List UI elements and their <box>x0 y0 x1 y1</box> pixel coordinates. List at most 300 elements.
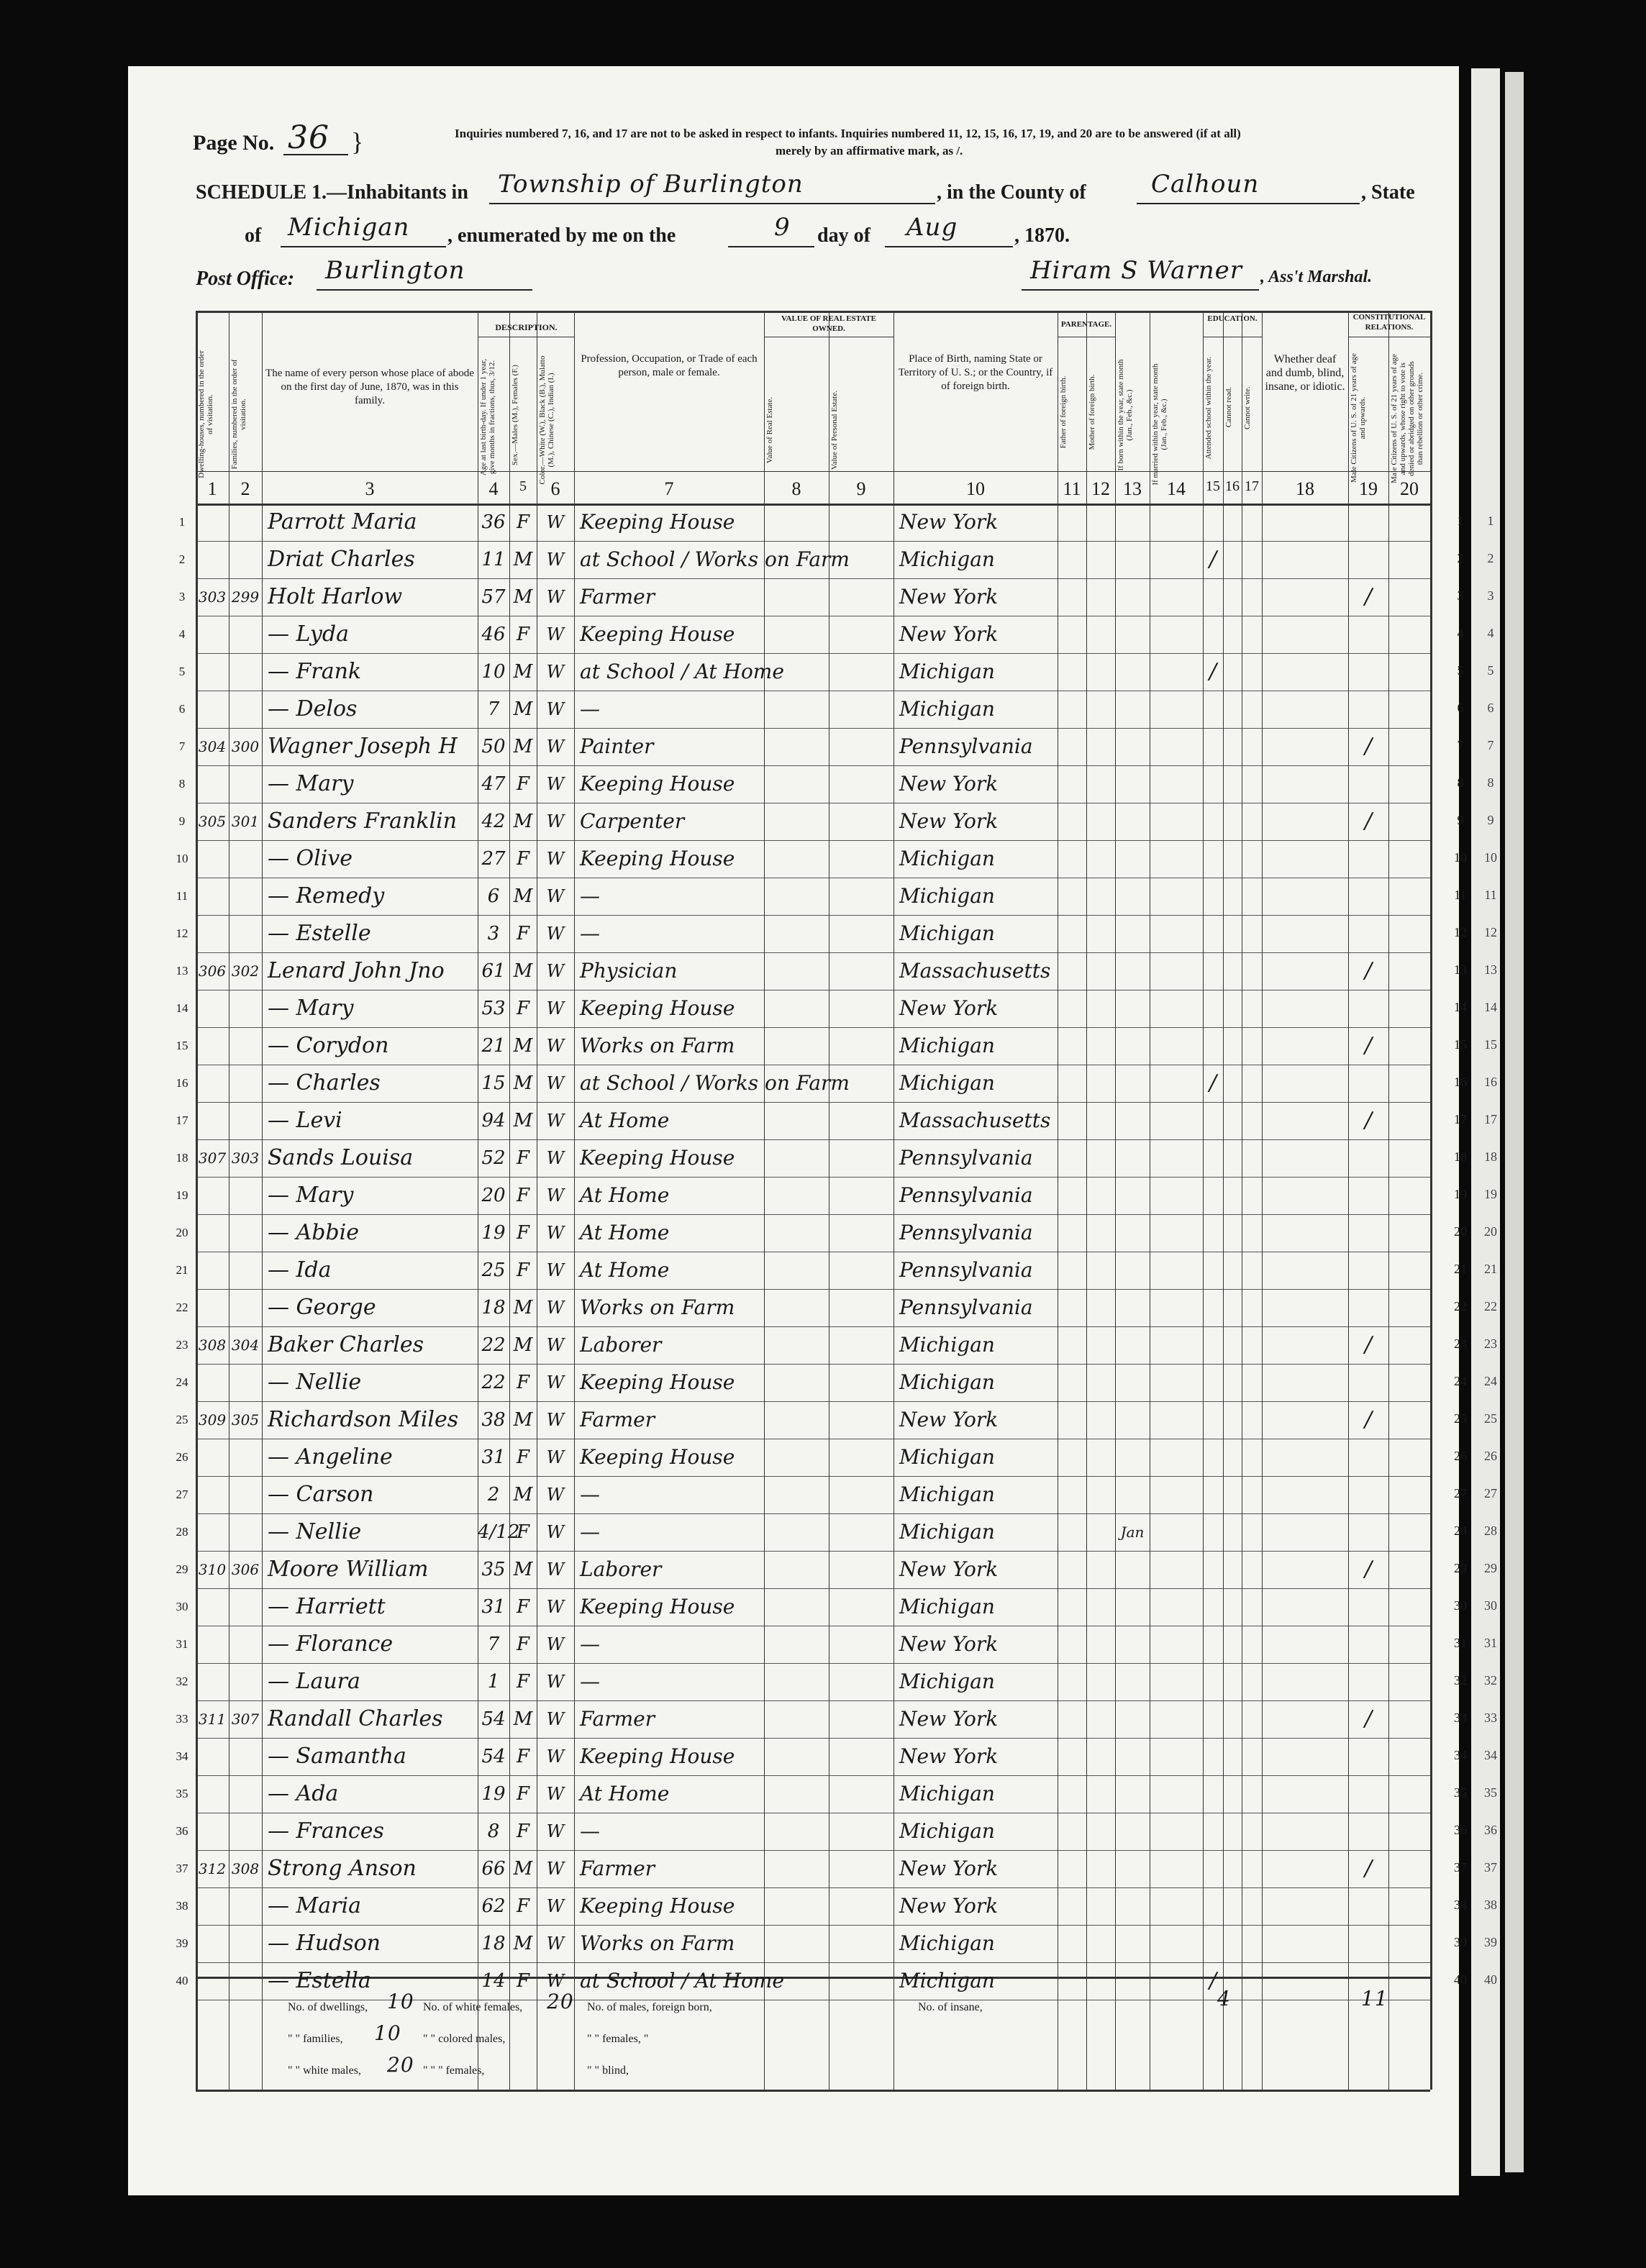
person-color: W <box>546 737 565 757</box>
person-birthplace: Michigan <box>899 1370 995 1394</box>
person-sex: F <box>516 624 530 645</box>
person-birthplace: Michigan <box>899 1520 995 1544</box>
person-name: Wagner Joseph H <box>268 734 458 759</box>
person-color: W <box>546 1746 565 1767</box>
person-color: W <box>546 1185 565 1206</box>
line-number-right: 36 <box>1454 1823 1467 1837</box>
person-age: 94 <box>481 1110 506 1131</box>
line-number-right: 30 <box>1454 1598 1467 1613</box>
person-name: — Nellie <box>268 1519 362 1544</box>
day-value: 9 <box>774 213 791 242</box>
person-age: 66 <box>481 1858 506 1880</box>
person-color: W <box>546 1036 565 1056</box>
person-birthplace: New York <box>899 622 999 646</box>
person-name: — Ida <box>268 1257 332 1283</box>
column-header-20: Male Citizens of U. S. of 21 years of age and upwards, whose right to vote is denied or abridged on other grounds than rebellion or other crime. <box>1390 354 1424 483</box>
male-citizen-mark: / <box>1364 1407 1373 1432</box>
inquiries-note-2: merely by an affirmative mark, as /. <box>776 144 963 158</box>
county-value: Calhoun <box>1151 170 1260 199</box>
person-sex: M <box>513 811 533 832</box>
column-number-15: 15 <box>1206 478 1220 494</box>
column-number-8: 8 <box>791 478 801 499</box>
adjacent-line-number: 3 <box>1487 588 1494 603</box>
person-color: W <box>546 512 565 532</box>
person-name: Strong Anson <box>268 1856 417 1881</box>
person-occupation: at School / At Home <box>580 1969 784 1993</box>
line-number-right: 4 <box>1457 626 1464 640</box>
adjacent-line-number: 40 <box>1484 1972 1497 1987</box>
person-birthplace: New York <box>899 1707 999 1731</box>
adjacent-line-number: 15 <box>1484 1037 1497 1052</box>
line-number-right: 37 <box>1454 1860 1467 1875</box>
table-top-border <box>196 311 1430 313</box>
column-divider <box>262 311 263 2090</box>
colored-females-label: " " " females, <box>423 2064 485 2077</box>
person-age: 62 <box>481 1895 506 1917</box>
line-number-right: 34 <box>1454 1748 1467 1762</box>
person-name: — Nellie <box>268 1370 362 1395</box>
person-occupation: — <box>580 884 600 908</box>
adjacent-line-number: 1 <box>1487 514 1494 528</box>
person-sex: F <box>516 1783 530 1805</box>
column-divider <box>764 311 765 2090</box>
person-sex: F <box>516 1895 530 1917</box>
male-citizen-mark: / <box>1364 584 1373 609</box>
column-header-9: Value of Personal Estate. <box>830 391 839 470</box>
person-name: Randall Charles <box>268 1706 443 1731</box>
year-label: , 1870. <box>1014 224 1070 247</box>
column-header-19: Male Citizens of U. S. of 21 years of age and upwards. <box>1350 353 1367 483</box>
page-label: Page No. <box>193 131 275 155</box>
citizens-total: 11 <box>1361 1987 1388 2010</box>
page-number-underline <box>283 154 348 155</box>
adjacent-line-number: 30 <box>1484 1598 1497 1613</box>
person-age: 31 <box>481 1447 506 1468</box>
adjacent-line-number: 17 <box>1484 1112 1497 1126</box>
adjacent-line-number: 23 <box>1484 1336 1497 1351</box>
family-number: 304 <box>231 1336 260 1354</box>
line-number-right: 29 <box>1454 1561 1467 1575</box>
person-age: 54 <box>481 1708 506 1730</box>
person-age: 54 <box>481 1746 506 1767</box>
binding-edge <box>1505 72 1524 2172</box>
adjacent-line-number: 36 <box>1484 1823 1497 1837</box>
line-number-right: 11 <box>1454 888 1467 902</box>
person-color: W <box>546 1971 565 1991</box>
person-color: W <box>546 550 565 570</box>
marshal-underline <box>1022 289 1259 291</box>
person-sex: M <box>513 1334 533 1356</box>
blind-label: " " blind, <box>587 2064 629 2077</box>
line-number-right: 23 <box>1454 1336 1467 1351</box>
person-sex: M <box>513 549 533 570</box>
male-citizen-mark: / <box>1364 734 1373 759</box>
person-name: — Levi <box>268 1108 342 1133</box>
group-constitutional-header: CONSTITUTIONAL RELATIONS. <box>1352 313 1426 332</box>
county-underline <box>1137 203 1360 204</box>
person-name: — Corydon <box>268 1033 389 1058</box>
person-age: 7 <box>487 1634 500 1655</box>
group-value-header: VALUE OF REAL ESTATE OWNED. <box>781 314 876 333</box>
line-number: 13 <box>176 964 188 978</box>
adjacent-line-number: 11 <box>1484 888 1497 902</box>
line-number: 10 <box>176 852 188 865</box>
line-number-right: 17 <box>1454 1112 1467 1126</box>
adjacent-line-number: 24 <box>1484 1374 1497 1388</box>
person-sex: M <box>513 1110 533 1131</box>
person-age: 22 <box>481 1334 506 1356</box>
person-birthplace: Michigan <box>899 1445 995 1469</box>
person-sex: M <box>513 1484 533 1506</box>
insane-label: No. of insane, <box>918 2001 983 2013</box>
male-citizen-mark: / <box>1364 1706 1373 1731</box>
township-underline <box>489 203 935 204</box>
county-label: , in the County of <box>937 181 1086 204</box>
male-citizen-mark: / <box>1364 1108 1373 1133</box>
column-divider <box>1223 311 1224 2090</box>
person-color: W <box>546 961 565 981</box>
adjacent-line-number: 10 <box>1484 850 1497 865</box>
person-occupation: Keeping House <box>580 772 735 796</box>
dwelling-number: 311 <box>198 1711 227 1728</box>
person-sex: M <box>513 1559 533 1580</box>
line-number: 14 <box>176 1001 188 1015</box>
person-sex: M <box>513 1035 533 1057</box>
line-number: 24 <box>176 1375 188 1389</box>
line-number-right: 33 <box>1454 1711 1467 1725</box>
adjacent-line-number: 31 <box>1484 1636 1497 1650</box>
column-number-10: 10 <box>966 478 985 499</box>
person-age: 1 <box>487 1671 500 1693</box>
person-color: W <box>546 811 565 832</box>
column-number-17: 17 <box>1245 478 1259 494</box>
line-number: 1 <box>178 515 186 529</box>
male-citizen-mark: / <box>1364 1557 1373 1582</box>
person-age: 14 <box>481 1970 506 1992</box>
person-sex: F <box>516 848 530 870</box>
white-females-value: 20 <box>547 1990 574 2013</box>
column-header-12: Mother of foreign birth. <box>1088 374 1096 450</box>
person-color: W <box>546 886 565 906</box>
line-number: 35 <box>176 1787 188 1800</box>
person-name: Moore William <box>268 1557 429 1582</box>
person-name: — Remedy <box>268 883 385 908</box>
person-name: — Samantha <box>268 1744 406 1769</box>
person-color: W <box>546 774 565 794</box>
person-birthplace: New York <box>899 1408 999 1431</box>
line-number: 15 <box>176 1039 188 1052</box>
person-occupation: Keeping House <box>580 1744 735 1768</box>
column-number-14: 14 <box>1167 478 1186 499</box>
line-number-right: 31 <box>1454 1636 1467 1650</box>
person-occupation: — <box>580 1483 600 1506</box>
family-number: 299 <box>231 588 260 606</box>
person-occupation: Keeping House <box>580 1445 735 1469</box>
marshal-label: , Ass't Marshal. <box>1260 268 1373 286</box>
family-number: 303 <box>231 1149 260 1167</box>
person-age: 61 <box>481 960 506 982</box>
line-number-right: 6 <box>1457 701 1464 715</box>
dwelling-number: 303 <box>198 588 227 606</box>
township-value: Township of Burlington <box>498 170 804 199</box>
adjacent-line-number: 34 <box>1484 1748 1497 1762</box>
person-sex: M <box>513 1858 533 1880</box>
adjacent-line-number: 25 <box>1484 1411 1497 1426</box>
line-number: 8 <box>178 777 186 791</box>
person-color: W <box>546 1821 565 1841</box>
line-number-right: 24 <box>1454 1374 1467 1388</box>
line-number: 31 <box>176 1637 188 1651</box>
column-divider <box>1115 311 1116 2090</box>
line-number: 5 <box>178 665 186 678</box>
line-number-right: 13 <box>1454 962 1467 977</box>
line-number: 29 <box>176 1562 188 1576</box>
column-header-18: Whether deaf and dumb, blind, insane, or idiotic. <box>1265 353 1345 393</box>
dwellings-value: 10 <box>387 1990 414 2013</box>
person-name: — Frank <box>268 659 362 684</box>
dwelling-number: 307 <box>198 1149 227 1167</box>
foreign-males-label: No. of males, foreign born, <box>587 2001 712 2013</box>
person-color: W <box>546 1597 565 1617</box>
person-color: W <box>546 1260 565 1280</box>
person-color: W <box>546 1073 565 1093</box>
person-name: Sands Louisa <box>268 1145 414 1170</box>
inquiries-note: Inquiries numbered 7, 16, and 17 are not to be asked in respect to infants. Inquiries numbered 11, 12, 15, 16, 17, 19, and 20 are to be answered (if at all) <box>455 127 1241 140</box>
adjacent-line-number: 19 <box>1484 1187 1497 1201</box>
column-number-13: 13 <box>1123 478 1142 499</box>
person-age: 27 <box>481 848 506 870</box>
person-color: W <box>546 1559 565 1580</box>
line-number: 30 <box>176 1600 188 1613</box>
line-number: 33 <box>176 1712 188 1726</box>
person-occupation: Farmer <box>580 1707 655 1731</box>
adjacent-line-number: 4 <box>1487 626 1494 640</box>
person-age: 38 <box>481 1409 506 1431</box>
person-occupation: Farmer <box>580 1408 655 1431</box>
person-sex: F <box>516 1222 530 1244</box>
person-occupation: Keeping House <box>580 622 735 646</box>
group-description-header: DESCRIPTION. <box>495 322 558 332</box>
line-number: 38 <box>176 1899 188 1913</box>
enumerated-label: , enumerated by me on the <box>447 224 676 247</box>
person-occupation: Keeping House <box>580 510 735 534</box>
person-birthplace: Pennsylvania <box>899 1221 1033 1244</box>
person-age: 57 <box>481 586 506 608</box>
column-number-12: 12 <box>1091 478 1110 499</box>
line-number-right: 39 <box>1454 1935 1467 1949</box>
person-color: W <box>546 1410 565 1430</box>
line-number-right: 20 <box>1454 1224 1467 1239</box>
person-occupation: at School / At Home <box>580 660 784 683</box>
person-name: — Mary <box>268 996 354 1021</box>
person-birthplace: Pennsylvania <box>899 1183 1033 1207</box>
person-occupation: at School / Works on Farm <box>580 1071 850 1095</box>
person-sex: F <box>516 1147 530 1169</box>
male-citizen-mark: / <box>1364 1332 1373 1357</box>
line-number: 2 <box>178 552 186 566</box>
dwelling-number: 309 <box>198 1411 227 1429</box>
person-birthplace: Michigan <box>899 1034 995 1057</box>
person-occupation: — <box>580 1632 600 1656</box>
line-number: 11 <box>176 889 188 903</box>
column-header-1: Dwelling-houses, numbered in the order of visitation. <box>197 350 214 478</box>
person-birthplace: Michigan <box>899 1071 995 1095</box>
person-color: W <box>546 924 565 944</box>
of-label: of <box>245 224 262 247</box>
post-office-value: Burlington <box>325 256 465 285</box>
column-number-18: 18 <box>1296 478 1314 499</box>
column-number-1: 1 <box>207 478 217 499</box>
column-number-19: 19 <box>1359 478 1378 499</box>
column-divider <box>574 311 575 2090</box>
person-age: 3 <box>487 923 500 944</box>
person-birthplace: Michigan <box>899 1931 995 1955</box>
person-birthplace: New York <box>899 1557 999 1581</box>
dwelling-number: 312 <box>198 1860 227 1877</box>
column-header-11: Father of foreign birth. <box>1059 375 1068 449</box>
male-citizen-mark: / <box>1364 958 1373 983</box>
person-color: W <box>546 1934 565 1954</box>
adjacent-line-number: 9 <box>1487 813 1494 827</box>
post-office-label: Post Office: <box>196 268 295 290</box>
colored-males-label: " " colored males, <box>423 2033 506 2045</box>
line-number: 6 <box>178 702 186 716</box>
line-number: 37 <box>176 1862 188 1875</box>
column-header-10: Place of Birth, naming State or Territory of U. S.; or the Country, if of foreign birth. <box>898 353 1053 392</box>
person-name: — Mary <box>268 771 354 796</box>
column-header-6: Color.—White (W.), Black (B.), Mulatto (M.), Chinese (C.), Indian (I.) <box>538 355 555 485</box>
person-occupation: — <box>580 1520 600 1544</box>
person-occupation: — <box>580 697 600 721</box>
person-color: W <box>546 849 565 869</box>
person-color: W <box>546 1896 565 1916</box>
person-sex: M <box>513 661 533 683</box>
person-color: W <box>546 1672 565 1692</box>
adjacent-line-number: 28 <box>1484 1524 1497 1538</box>
family-number: 306 <box>231 1561 260 1578</box>
column-divider <box>1086 311 1087 2090</box>
person-color: W <box>546 1784 565 1804</box>
column-number-11: 11 <box>1063 478 1081 499</box>
adjacent-line-number: 32 <box>1484 1673 1497 1688</box>
person-occupation: At Home <box>580 1221 670 1244</box>
column-divider <box>1262 311 1263 2090</box>
schedule-label: SCHEDULE 1.—Inhabitants in <box>196 181 468 204</box>
adjacent-line-number: 22 <box>1484 1299 1497 1313</box>
person-occupation: Works on Farm <box>580 1034 735 1057</box>
person-name: — Estella <box>268 1968 371 1993</box>
person-sex: M <box>513 1297 533 1319</box>
adjacent-line-number: 37 <box>1484 1860 1497 1875</box>
person-sex: F <box>516 1634 530 1655</box>
person-color: W <box>546 1709 565 1729</box>
column-divider <box>1388 311 1389 2090</box>
line-number: 32 <box>176 1675 188 1688</box>
column-header-15: Attended school within the year. <box>1204 356 1213 460</box>
person-occupation: Works on Farm <box>580 1931 735 1955</box>
person-age: 8 <box>487 1821 500 1842</box>
white-males-value: 20 <box>387 2053 414 2077</box>
adjacent-line-number: 21 <box>1484 1262 1497 1276</box>
adjacent-line-number: 26 <box>1484 1449 1497 1463</box>
line-number: 3 <box>178 590 186 604</box>
born-within-year: Jan <box>1120 1524 1145 1541</box>
person-occupation: Keeping House <box>580 996 735 1020</box>
line-number-right: 8 <box>1457 775 1464 790</box>
person-birthplace: Michigan <box>899 847 995 870</box>
person-birthplace: Pennsylvania <box>899 1258 1033 1282</box>
person-sex: F <box>516 1970 530 1992</box>
person-birthplace: Michigan <box>899 660 995 683</box>
person-name: — Ada <box>268 1781 339 1806</box>
person-birthplace: Michigan <box>899 1782 995 1805</box>
column-number-4: 4 <box>488 478 499 499</box>
person-birthplace: New York <box>899 1632 999 1656</box>
column-number-5: 5 <box>519 478 527 494</box>
person-age: 35 <box>481 1559 506 1580</box>
line-number-right: 27 <box>1454 1486 1467 1500</box>
person-sex: F <box>516 1746 530 1767</box>
person-sex: M <box>513 885 533 907</box>
person-color: W <box>546 699 565 719</box>
person-sex: F <box>516 1671 530 1693</box>
person-sex: F <box>516 998 530 1019</box>
white-males-label: " " white males, <box>288 2064 361 2077</box>
person-birthplace: Michigan <box>899 1333 995 1357</box>
person-occupation: — <box>580 1819 600 1843</box>
person-birthplace: Massachusetts <box>899 959 1051 983</box>
adjacent-line-number: 13 <box>1484 962 1497 977</box>
person-sex: F <box>516 1596 530 1618</box>
person-age: 53 <box>481 998 506 1019</box>
adjacent-line-number: 39 <box>1484 1935 1497 1949</box>
line-number-right: 25 <box>1454 1411 1467 1426</box>
foreign-females-label: " " females, " <box>587 2033 649 2045</box>
person-age: 52 <box>481 1147 506 1169</box>
person-name: — Angeline <box>268 1444 393 1470</box>
person-color: W <box>546 1634 565 1654</box>
person-sex: M <box>513 698 533 720</box>
person-age: 36 <box>481 511 506 533</box>
line-number: 12 <box>176 926 188 940</box>
adjacent-line-number: 38 <box>1484 1898 1497 1912</box>
line-number: 25 <box>176 1413 188 1426</box>
person-age: 31 <box>481 1596 506 1618</box>
adjacent-line-number: 27 <box>1484 1486 1497 1500</box>
column-number-16: 16 <box>1225 478 1240 494</box>
post-office-underline <box>317 289 532 291</box>
column-header-2: Families, numbered in the order of visitation. <box>230 359 247 470</box>
adjacent-line-number: 35 <box>1484 1785 1497 1800</box>
person-birthplace: Pennsylvania <box>899 734 1033 758</box>
person-age: 20 <box>481 1185 506 1206</box>
families-label: " " families, <box>288 2033 343 2045</box>
line-number-right: 5 <box>1457 663 1464 678</box>
person-name: — Estelle <box>268 921 371 946</box>
line-number: 39 <box>176 1936 188 1950</box>
column-header-16: Cannot read. <box>1224 386 1233 428</box>
person-name: — Delos <box>268 696 358 721</box>
person-sex: F <box>516 773 530 795</box>
column-number-6: 6 <box>550 478 560 499</box>
state-value: Michigan <box>288 213 410 242</box>
person-birthplace: Michigan <box>899 1819 995 1843</box>
line-number-right: 14 <box>1454 1000 1467 1014</box>
person-occupation: At Home <box>580 1258 670 1282</box>
person-color: W <box>546 624 565 645</box>
person-name: — Charles <box>268 1070 381 1096</box>
group-education-header: EDUCATION. <box>1207 314 1258 323</box>
